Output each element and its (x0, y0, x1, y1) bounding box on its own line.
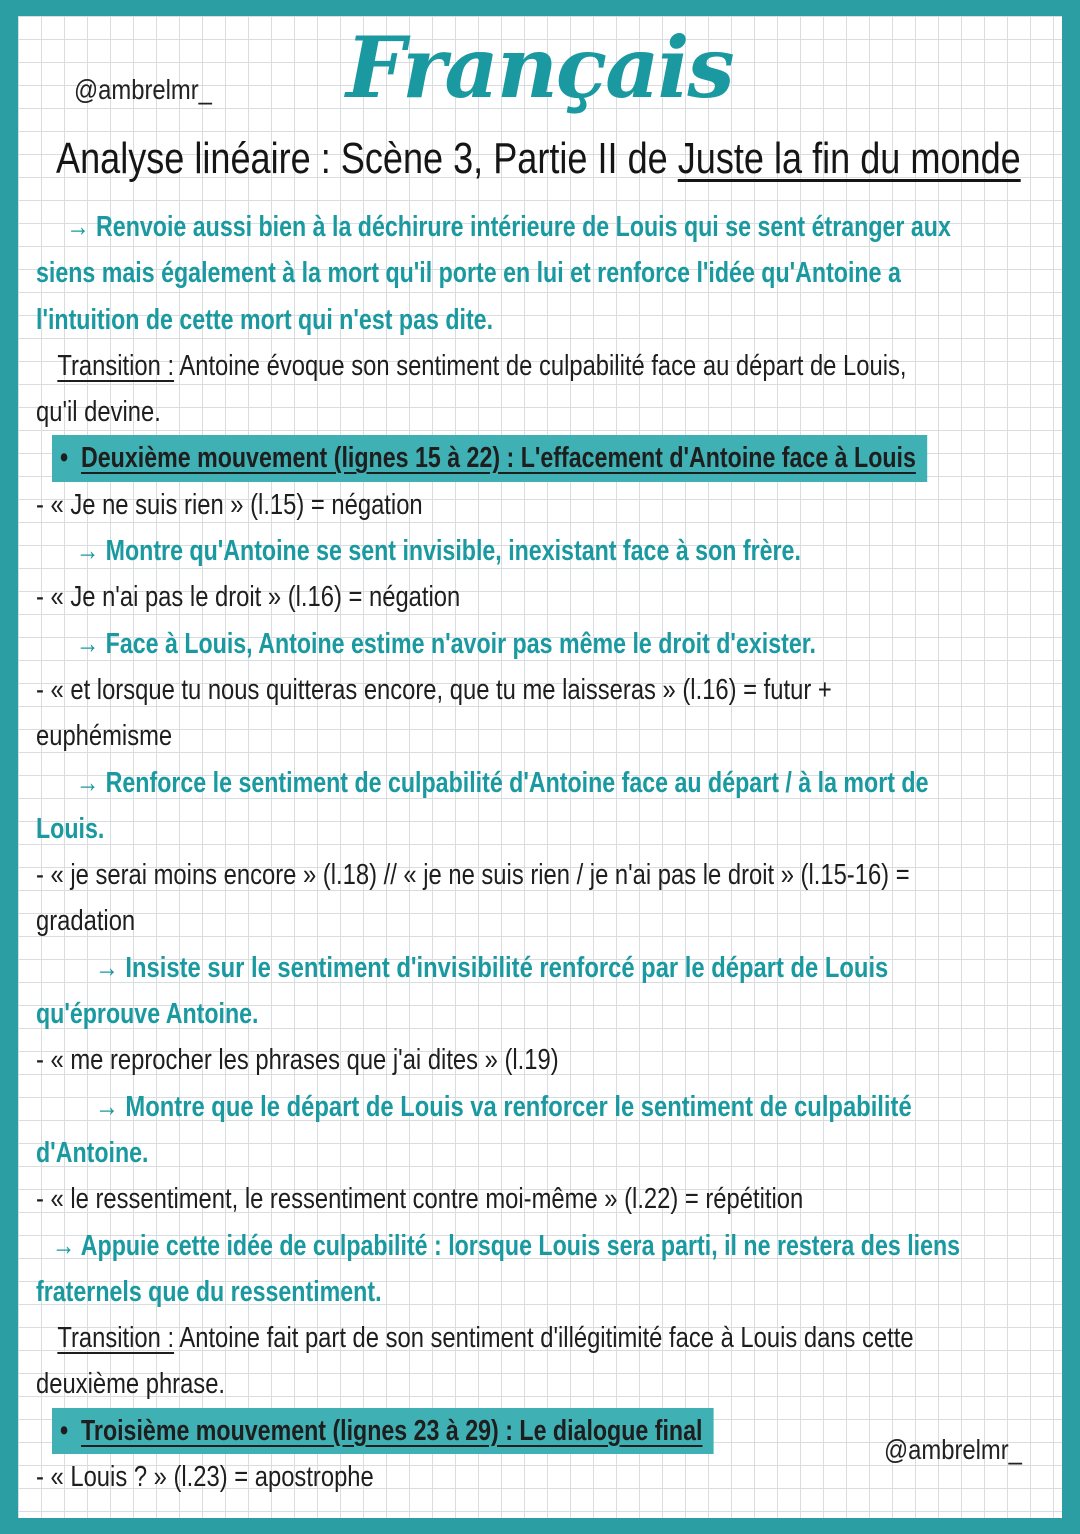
section-heading: • Deuxième mouvement (lignes 15 à 22) : L'effacement d'Antoine face à Louis (36, 435, 846, 481)
text-line: - « je serai moins encore » (l.18) // « je ne suis rien / je n'ai pas le droit » (l.15-16) = (36, 859, 910, 892)
text-line: → Renforce le sentiment de culpabilité d'Antoine face au départ / à la mort de (76, 766, 929, 799)
text-line: deuxième phrase. (36, 1368, 226, 1401)
text-line: euphémisme (36, 720, 173, 753)
subject-title: Français (346, 18, 733, 117)
bullet-icon: • (60, 442, 69, 475)
text-line: - « le ressentiment, le ressentiment contre moi-même » (l.22) = répétition (36, 1183, 804, 1216)
text-line: d'Antoine. (36, 1136, 149, 1169)
text-line: fraternels que du ressentiment. (36, 1275, 382, 1308)
transition-line: Transition : Antoine évoque son sentiment de culpabilité face au départ de Louis, (57, 349, 907, 382)
title-work: Juste la fin du monde (677, 134, 1021, 183)
text-line: → Insiste sur le sentiment d'invisibilité renforcé par le départ de Louis (95, 951, 889, 984)
author-handle-top: @ambrelmr_ (74, 74, 212, 105)
transition-label: Transition : (57, 349, 175, 382)
title-prefix: Analyse linéaire : Scène 3, Partie II de (56, 134, 678, 183)
transition-line: Transition : Antoine fait part de son sentiment d'illégitimité face à Louis dans cette (57, 1322, 914, 1355)
text-line: qu'éprouve Antoine. (36, 998, 259, 1031)
text-line: Louis. (36, 812, 105, 845)
analysis-body (36, 204, 1048, 1500)
text-line: - « me reprocher les phrases que j'ai dites » (l.19) (36, 1044, 559, 1077)
text-line: siens mais également à la mort qu'il porte en lui et renforce l'idée qu'Antoine a (36, 257, 901, 290)
text-line: → Montre que le départ de Louis va renforcer le sentiment de culpabilité (95, 1090, 912, 1123)
note-page (18, 16, 1062, 1518)
text-line: - « et lorsque tu nous quitteras encore, que tu me laisseras » (l.16) = futur + (36, 673, 832, 706)
bullet-icon: • (60, 1414, 69, 1447)
text-line: l'intuition de cette mort qui n'est pas dite. (36, 303, 494, 336)
text-line: - « Je ne suis rien » (l.15) = négation (36, 488, 423, 521)
section-heading: • Troisième mouvement (lignes 23 à 29) : Le dialogue final (36, 1408, 846, 1454)
text-line: gradation (36, 905, 136, 938)
text-line: - « Louis ? » (l.23) = apostrophe (36, 1461, 374, 1494)
text-line: → Renvoie aussi bien à la déchirure intérieure de Louis qui se sent étranger aux (66, 211, 951, 243)
author-handle-bottom: @ambrelmr_ (884, 1434, 1022, 1465)
text-line: qu'il devine. (36, 396, 161, 429)
text-line: → Face à Louis, Antoine estime n'avoir pas même le droit d'exister. (76, 627, 816, 660)
text-line: → Montre qu'Antoine se sent invisible, inexistant face à son frère. (76, 535, 801, 568)
text-line: - « Je n'ai pas le droit » (l.16) = négation (36, 581, 461, 614)
page-title (56, 134, 1021, 184)
text-line: → Appuie cette idée de culpabilité : lorsque Louis sera parti, il ne restera des liens (52, 1229, 961, 1262)
transition-label: Transition : (57, 1322, 175, 1355)
